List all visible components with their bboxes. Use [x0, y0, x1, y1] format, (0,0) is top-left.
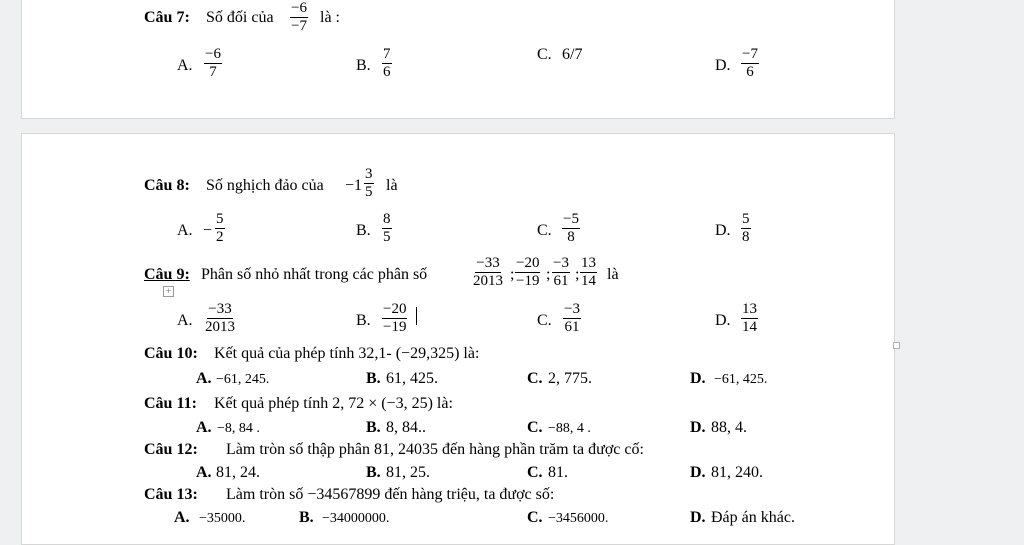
q10-option-b-label: B. [366, 370, 381, 387]
question-8-text: Số nghịch đảo của [206, 177, 324, 194]
move-handle-icon[interactable]: + [163, 286, 174, 297]
q13-option-c-label: C. [527, 509, 543, 526]
q9-option-b-label: B. [356, 312, 371, 329]
q8-option-c-label: C. [537, 222, 552, 239]
q9-option-a-label: A. [177, 312, 193, 329]
q10-option-d-label: D. [690, 370, 706, 387]
resize-handle[interactable] [893, 342, 900, 349]
q7-option-b-label: B. [356, 57, 371, 74]
q12-option-d-label: D. [690, 464, 706, 481]
q9-option-d-label: D. [715, 312, 731, 329]
question-9-label: Câu 9: [144, 266, 190, 283]
q10-option-a-value: −61, 245. [216, 372, 270, 387]
q7-option-c-label: C. [537, 46, 552, 63]
q13-option-a-value: −35000. [199, 511, 246, 526]
q11-option-b-value: 8, 84.. [386, 419, 426, 436]
q11-option-b-label: B. [366, 419, 381, 436]
q13-option-d-label: D. [690, 509, 706, 526]
q12-option-d-value: 81, 240. [711, 464, 763, 481]
q10-option-b-value: 61, 425. [386, 370, 438, 387]
q11-option-c-value: −88, 4 . [548, 421, 591, 436]
q8-option-a-label: A. [177, 222, 193, 239]
question-12-label: Câu 12: [144, 441, 198, 458]
question-8-mixed-fraction: $\frac{3}{5}$ [365, 166, 373, 200]
q7-option-d-label: D. [715, 57, 731, 74]
q9-option-d-value: $\frac{13}{14}$ [742, 301, 757, 335]
q8-option-b-value: $\frac{8}{5}$ [383, 211, 391, 245]
q8-option-b-label: B. [356, 222, 371, 239]
question-9-suffix: là [607, 266, 619, 283]
q8-option-d-value: $\frac{5}{8}$ [742, 211, 750, 245]
question-13-label: Câu 13: [144, 486, 198, 503]
question-10-text: Kết quả của phép tính 32,1- (−29,325) là: [214, 345, 480, 362]
question-11-label: Câu 11: [144, 395, 197, 412]
q11-option-a-value: −8, 84 . [217, 421, 260, 436]
q12-option-c-value: 81. [548, 464, 568, 481]
question-11-text: Kết quả phép tính 2, 72 × (−3, 25) là: [214, 395, 453, 412]
q10-option-a-label: A. [196, 370, 212, 387]
q7-option-a-label: A. [177, 57, 193, 74]
question-9-sep-2: ; [546, 266, 551, 283]
text-cursor [416, 307, 417, 325]
question-10-label: Câu 10: [144, 345, 198, 362]
question-9-fraction-4: $\frac{13}{14}$ [581, 255, 596, 289]
q13-option-d-value: Đáp án khác. [711, 509, 795, 526]
question-8-label: Câu 8: [144, 177, 190, 194]
q9-option-b-value: $\frac{-20}{-19}$ [383, 301, 407, 335]
question-9-sep-3: ; [575, 266, 580, 283]
q11-option-d-label: D. [690, 419, 706, 436]
question-7-suffix: là : [320, 9, 340, 26]
q11-option-c-label: C. [527, 419, 543, 436]
question-9-sep-1: ; [510, 266, 515, 283]
q10-option-c-label: C. [527, 370, 543, 387]
question-13-text: Làm tròn số −34567899 đến hàng triệu, ta được số: [226, 486, 555, 503]
q13-option-c-value: −3456000. [548, 511, 609, 526]
q13-option-a-label: A. [174, 509, 190, 526]
q12-option-a-label: A. [196, 464, 212, 481]
q8-option-a-value: $\frac{5}{2}$ [216, 211, 224, 245]
q12-option-c-label: C. [527, 464, 543, 481]
q10-option-c-value: 2, 775. [548, 370, 592, 387]
q12-option-b-value: 81, 25. [386, 464, 430, 481]
q9-option-c-label: C. [537, 312, 552, 329]
q7-option-b-value: $\frac{7}{6}$ [383, 46, 391, 80]
q8-option-d-label: D. [715, 222, 731, 239]
q10-option-d-value: −61, 425. [714, 372, 768, 387]
question-9-text: Phân số nhỏ nhất trong các phân số [201, 266, 428, 283]
q12-option-a-value: 81, 24. [216, 464, 260, 481]
question-7-fraction: $\frac{-6}{-7}$ [291, 0, 307, 34]
q7-option-d-value: $\frac{-7}{6}$ [742, 46, 758, 80]
q13-option-b-value: −34000000. [322, 511, 390, 526]
q12-option-b-label: B. [366, 464, 381, 481]
q11-option-d-value: 88, 4. [711, 419, 747, 436]
question-9-fraction-3: $\frac{-3}{61}$ [553, 255, 569, 289]
question-12-text: Làm tròn số thập phân 81, 24035 đến hàng phần trăm ta được cố: [226, 441, 644, 458]
q13-option-b-label: B. [299, 509, 314, 526]
q8-option-c-value: $\frac{-5}{8}$ [563, 211, 579, 245]
q8-option-a-sign: − [203, 222, 213, 239]
q9-option-c-value: $\frac{-3}{61}$ [564, 301, 580, 335]
question-8-suffix: là [386, 177, 398, 194]
q7-option-a-value: $\frac{-6}{7}$ [205, 46, 221, 80]
q11-option-a-label: A. [196, 419, 212, 436]
question-7-text: Số đối của [206, 9, 274, 26]
question-9-fraction-2: $\frac{-20}{-19}$ [516, 255, 540, 289]
q9-option-a-value: $\frac{-33}{2013}$ [205, 301, 235, 335]
question-8-mixed-whole: −1 [345, 177, 363, 194]
question-9-fraction-1: $\frac{-33}{2013}$ [473, 255, 503, 289]
question-7-label: Câu 7: [144, 9, 190, 26]
q7-option-c-value: 6/7 [562, 46, 583, 63]
